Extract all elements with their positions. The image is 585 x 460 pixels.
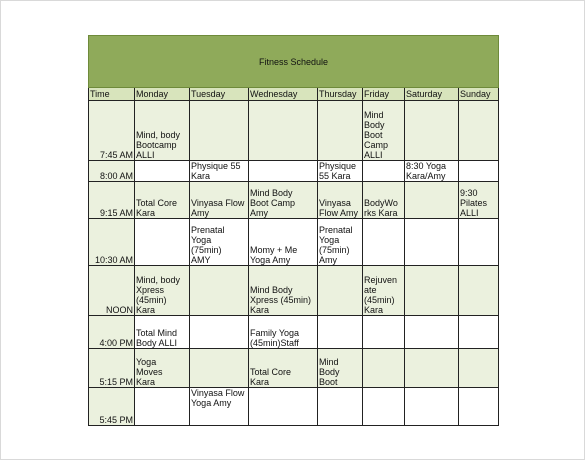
time-cell: 8:00 AM [89,161,135,182]
header-friday: Friday [363,88,405,101]
time-cell: 10:30 AM [89,219,135,266]
class-cell-wednesday [249,161,318,182]
class-cell-friday [363,388,405,426]
title-row [89,36,499,88]
schedule-row [89,219,499,266]
time-cell: 9:15 AM [89,182,135,219]
schedule-row [89,388,499,426]
class-cell-thursday [318,388,363,426]
class-cell-sunday [459,316,499,349]
class-cell-friday [363,219,405,266]
class-cell-saturday [405,349,459,388]
class-cell-saturday [405,316,459,349]
class-cell-tuesday [190,101,249,161]
class-cell-monday [135,161,190,182]
class-cell-tuesday: Vinyasa Flow Amy [190,182,249,219]
class-cell-sunday [459,388,499,426]
class-cell-sunday [459,349,499,388]
class-cell-sunday [459,219,499,266]
class-cell-monday: Mind, body Xpress (45min) Kara [135,266,190,316]
schedule-row [89,316,499,349]
class-cell-tuesday [190,266,249,316]
class-cell-tuesday: Vinyasa Flow Yoga Amy [190,388,249,426]
schedule-title: Fitness Schedule [89,36,499,88]
time-cell: 5:45 PM [89,388,135,426]
header-time: Time [89,88,135,101]
class-cell-tuesday [190,316,249,349]
class-cell-sunday: 9:30 Pilates ALLI [459,182,499,219]
time-cell: NOON [89,266,135,316]
class-cell-monday: Total Mind Body ALLI [135,316,190,349]
class-cell-saturday [405,182,459,219]
class-cell-saturday: 8:30 Yoga Kara/Amy [405,161,459,182]
class-cell-sunday [459,161,499,182]
class-cell-saturday [405,388,459,426]
schedule-row [89,266,499,316]
class-cell-wednesday [249,388,318,426]
class-cell-monday: Mind, body Bootcamp ALLI [135,101,190,161]
header-row [89,88,499,101]
class-cell-thursday [318,266,363,316]
class-cell-thursday: Vinyasa Flow Amy [318,182,363,219]
class-cell-thursday: Mind Body Boot [318,349,363,388]
class-cell-saturday [405,101,459,161]
time-cell: 5:15 PM [89,349,135,388]
class-cell-wednesday: Mind Body Boot Camp Amy [249,182,318,219]
time-cell: 7:45 AM [89,101,135,161]
class-cell-monday: Yoga Moves Kara [135,349,190,388]
class-cell-monday [135,219,190,266]
class-cell-thursday [318,101,363,161]
class-cell-monday: Total Core Kara [135,182,190,219]
header-wednesday: Wednesday [249,88,318,101]
class-cell-thursday: Prenatal Yoga (75min) Amy [318,219,363,266]
class-cell-monday [135,388,190,426]
header-tuesday: Tuesday [190,88,249,101]
header-thursday: Thursday [318,88,363,101]
time-cell: 4:00 PM [89,316,135,349]
class-cell-wednesday: Momy + Me Yoga Amy [249,219,318,266]
class-cell-wednesday [249,101,318,161]
schedule-row [89,182,499,219]
class-cell-friday [363,349,405,388]
class-cell-tuesday: Prenatal Yoga (75min) AMY [190,219,249,266]
class-cell-thursday: Physique 55 Kara [318,161,363,182]
class-cell-wednesday: Mind Body Xpress (45min) Kara [249,266,318,316]
class-cell-friday [363,161,405,182]
schedule-row [89,101,499,161]
schedule-row [89,161,499,182]
class-cell-friday: Mind Body Boot Camp ALLI [363,101,405,161]
class-cell-sunday [459,101,499,161]
header-saturday: Saturday [405,88,459,101]
class-cell-wednesday: Total Core Kara [249,349,318,388]
class-cell-tuesday: Physique 55 Kara [190,161,249,182]
class-cell-friday [363,316,405,349]
class-cell-thursday [318,316,363,349]
fitness-schedule-table [88,35,499,426]
class-cell-tuesday [190,349,249,388]
class-cell-saturday [405,266,459,316]
header-sunday: Sunday [459,88,499,101]
class-cell-sunday [459,266,499,316]
class-cell-friday: Rejuven ate (45min) Kara [363,266,405,316]
header-monday: Monday [135,88,190,101]
schedule-row [89,349,499,388]
class-cell-friday: BodyWo rks Kara [363,182,405,219]
class-cell-wednesday: Family Yoga (45min)Staff [249,316,318,349]
class-cell-saturday [405,219,459,266]
